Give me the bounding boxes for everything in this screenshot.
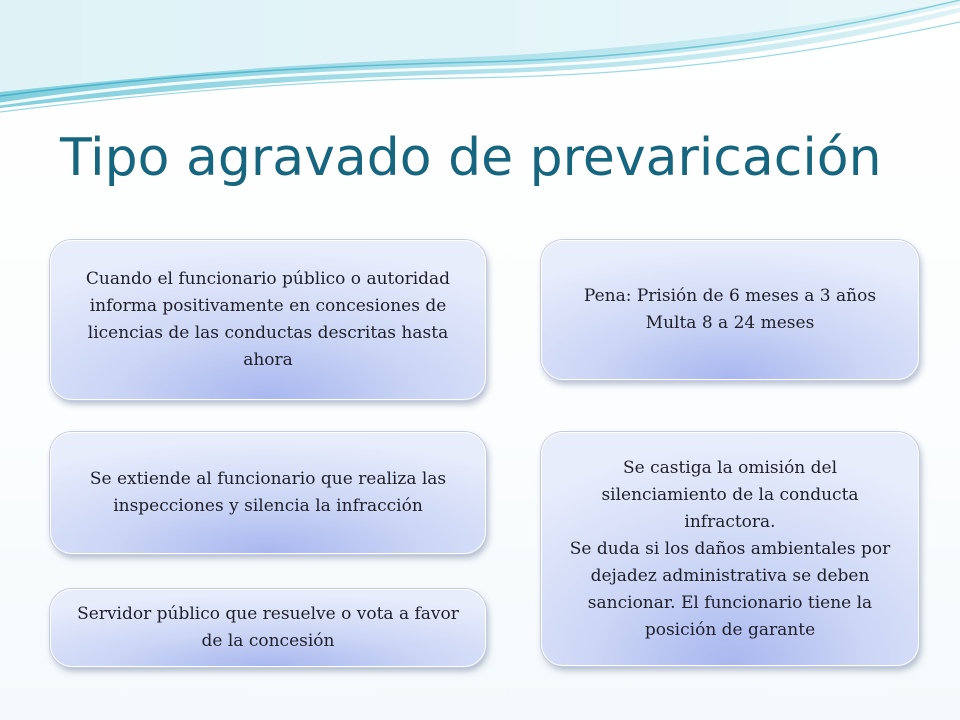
omission-doubt-text: Se duda si los daños ambientales por dejadez administrativa se deben sancionar. El funcionario tiene la posición de garante [569,538,891,640]
conduct-text: Cuando el funcionario público o autoridad informa positivamente en concesiones de licencias de las conductas descritas hasta ahora [85,269,451,370]
omission-content [558,455,902,644]
extension-box [50,432,486,554]
conduct-box [50,240,486,400]
penalty-content [584,283,876,337]
public-servant-text: Servidor público que resuelve o vota a favor de la concesión [77,604,459,651]
penalty-fine-text: Multa 8 a 24 meses [645,313,815,333]
public-servant-box [50,589,486,667]
penalty-box [541,240,919,380]
header-wave-decoration [0,0,960,130]
omission-punishment-text: Se castiga la omisión del silenciamiento de la conducta infractora. [601,457,859,532]
extension-text: Se extiende al funcionario que realiza las inspecciones y silencia la infracción [89,469,447,516]
slide-title: Tipo agravado de prevaricación [60,128,882,188]
omission-box [541,432,919,666]
penalty-prison-text: Pena: Prisión de 6 meses a 3 años [583,286,877,306]
